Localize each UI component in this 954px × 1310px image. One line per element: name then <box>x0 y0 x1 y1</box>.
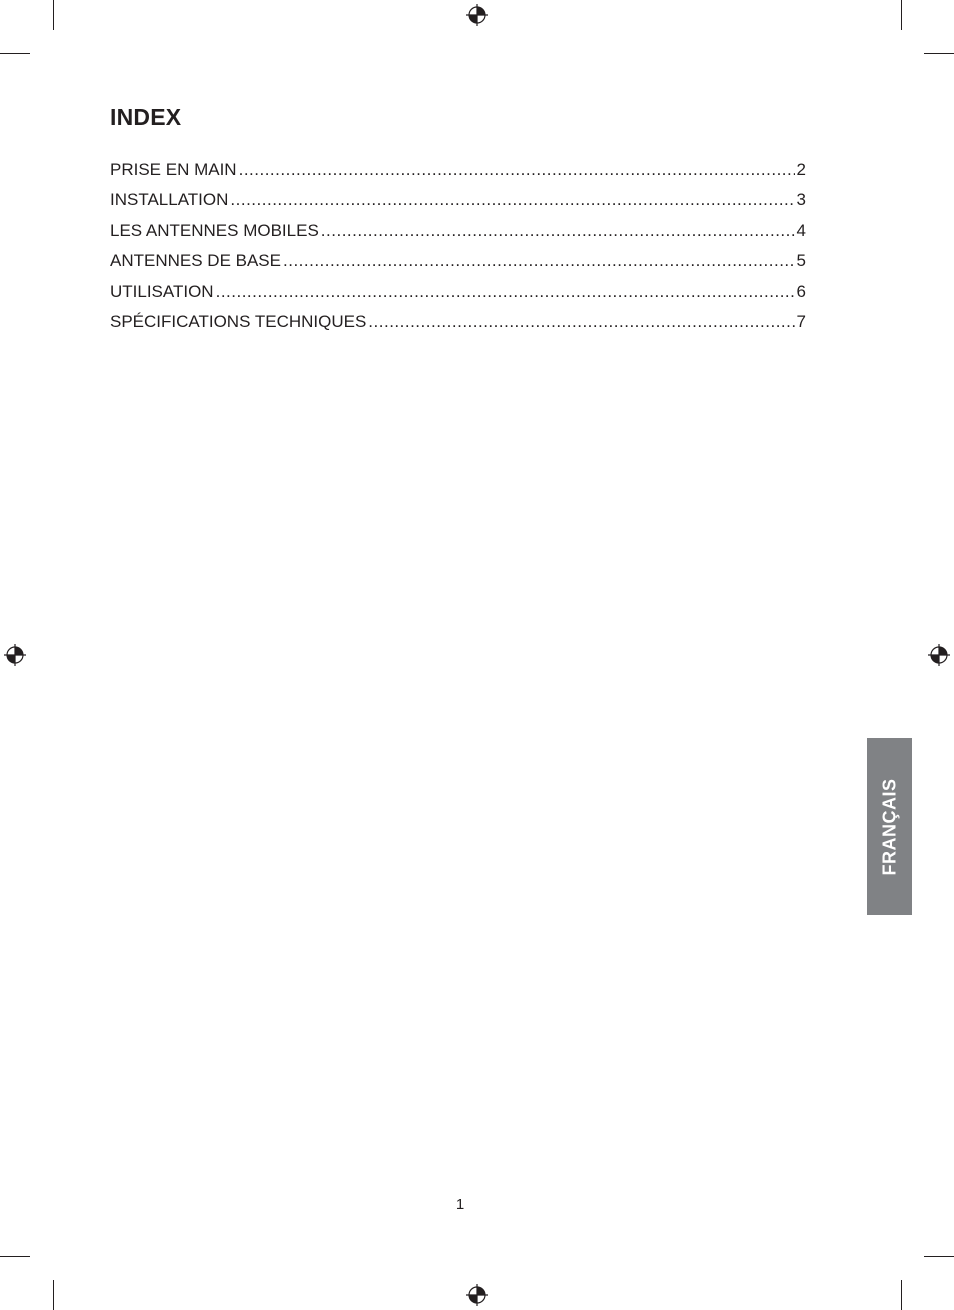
crop-mark-bottom-right-horizontal <box>924 1256 954 1257</box>
crop-mark-top-left-horizontal <box>0 53 30 54</box>
toc-dot-leader <box>321 221 795 241</box>
toc-entry-page: 7 <box>796 311 806 331</box>
toc-dot-leader <box>216 282 795 302</box>
toc-entry[interactable] <box>110 251 806 281</box>
toc-entry-page: 5 <box>796 251 806 271</box>
crop-mark-bottom-left-vertical <box>53 1280 54 1310</box>
registration-mark-top-icon <box>466 4 488 26</box>
crop-mark-bottom-right-vertical <box>901 1280 902 1310</box>
toc-entry-label: LES ANTENNES MOBILES <box>110 220 319 240</box>
toc-dot-leader <box>283 251 795 271</box>
toc-entry-label: PRISE EN MAIN <box>110 160 237 179</box>
language-tab-label: FRANÇAIS <box>879 778 899 875</box>
crop-mark-top-right-horizontal <box>924 53 954 54</box>
toc-entry-page: 6 <box>796 281 806 301</box>
crop-mark-bottom-left-horizontal <box>0 1256 30 1257</box>
toc-entry[interactable] <box>110 221 806 251</box>
toc-entry[interactable] <box>110 190 806 220</box>
toc-entry-page: 4 <box>796 220 806 240</box>
toc-entry[interactable] <box>110 312 806 342</box>
page-number: 1 <box>455 1196 465 1213</box>
toc-dot-leader <box>239 160 795 180</box>
toc-entry[interactable] <box>110 160 806 190</box>
crop-mark-top-left-vertical <box>53 0 54 30</box>
toc-dot-leader <box>230 190 794 210</box>
language-tab <box>867 738 912 915</box>
toc-entry-page: 2 <box>796 160 806 179</box>
toc-entry[interactable] <box>110 282 806 312</box>
registration-mark-left-icon <box>4 644 26 666</box>
toc-entry-label: INSTALLATION <box>110 190 229 210</box>
table-of-contents <box>110 160 806 342</box>
toc-entry-page: 3 <box>796 190 806 210</box>
registration-mark-bottom-icon <box>466 1284 488 1306</box>
toc-entry-label: UTILISATION <box>110 281 214 301</box>
crop-mark-top-right-vertical <box>901 0 902 30</box>
index-title: INDEX <box>110 104 182 130</box>
registration-mark-right-icon <box>928 644 950 666</box>
toc-dot-leader <box>368 312 794 332</box>
toc-entry-label: SPÉCIFICATIONS TECHNIQUES <box>110 311 367 331</box>
toc-entry-label: ANTENNES DE BASE <box>110 251 281 271</box>
